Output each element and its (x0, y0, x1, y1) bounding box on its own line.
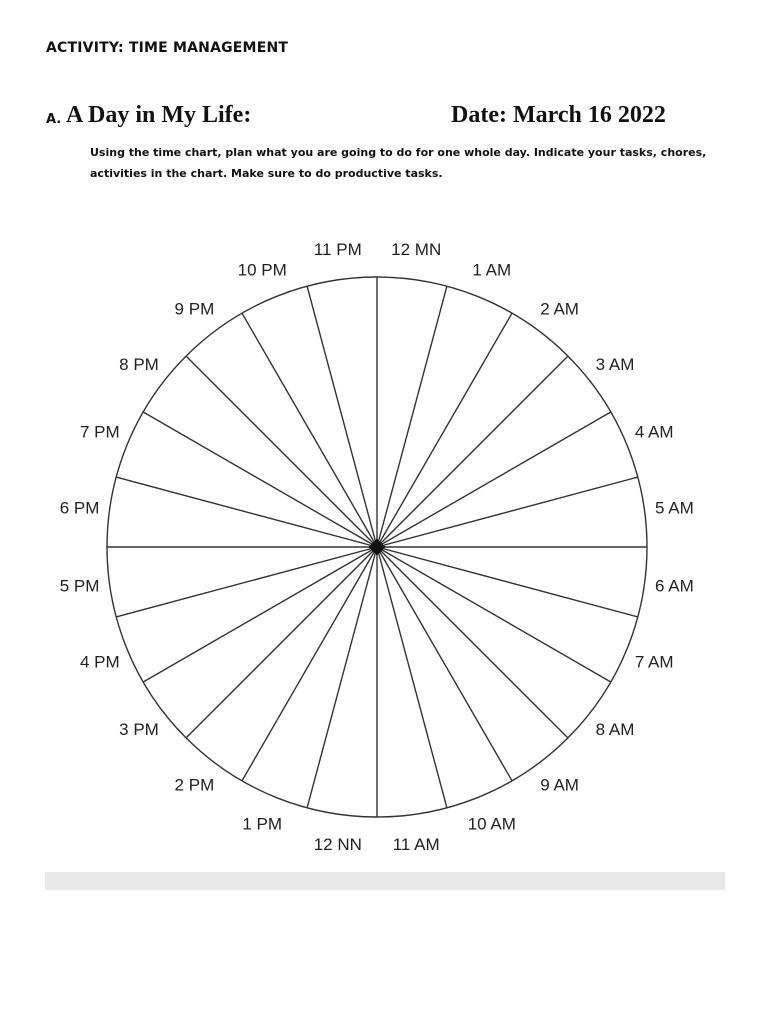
hour-label: 5 PM (59, 576, 100, 596)
hour-label: 2 AM (540, 299, 579, 319)
chart-spoke (116, 477, 377, 547)
hour-label: 11 AM (392, 834, 440, 854)
hour-label: 3 PM (119, 720, 159, 740)
hour-label: 3 AM (595, 354, 635, 374)
chart-spoke (377, 313, 512, 547)
hour-label: 10 PM (237, 260, 287, 280)
hour-label: 10 AM (467, 814, 516, 834)
hour-label: 1 AM (472, 260, 512, 280)
chart-spoke (116, 547, 377, 617)
hour-label: 8 AM (595, 720, 635, 740)
instructions: Using the time chart, plan what you are going to do for one whole day. Indicate your tasks, chores, activities in the chart. Make sure to do productive tasks. (90, 146, 707, 180)
chart-spoke (377, 356, 568, 547)
date-label: Date: March 16 2022 (451, 102, 666, 128)
chart-spoke (143, 412, 377, 547)
activity-title: ACTIVITY: TIME MANAGEMENT (46, 40, 289, 56)
section-letter: A. (46, 112, 62, 127)
chart-spoke (377, 547, 638, 617)
hour-label: 11 PM (313, 240, 362, 260)
chart-spoke (307, 286, 377, 547)
hour-label: 1 PM (242, 814, 283, 834)
hour-label: 9 PM (174, 299, 215, 319)
chart-spoke (377, 412, 611, 547)
chart-spoke (307, 547, 377, 808)
chart-spoke (242, 547, 377, 781)
section-title: A Day in My Life: (66, 102, 252, 128)
hour-label: 7 AM (634, 652, 674, 672)
chart-spoke (186, 356, 377, 547)
chart-spoke (377, 477, 638, 547)
hour-label: 6 PM (59, 498, 100, 518)
chart-spoke (377, 547, 512, 781)
hour-label: 7 PM (79, 422, 120, 442)
chart-spoke (377, 547, 568, 738)
hour-label: 8 PM (119, 354, 159, 374)
hour-label: 12 NN (313, 834, 362, 854)
chart-spoke (377, 547, 611, 682)
hour-label: 6 AM (655, 576, 694, 596)
footer-bar (45, 872, 725, 890)
chart-spoke (143, 547, 377, 682)
hour-label: 12 MN (391, 240, 442, 260)
chart-spoke (377, 286, 447, 547)
chart-spoke (242, 313, 377, 547)
hour-label: 4 PM (79, 652, 120, 672)
hour-label: 4 AM (634, 422, 674, 442)
hour-label: 2 PM (174, 775, 215, 795)
hour-label: 5 AM (655, 498, 694, 518)
chart-spoke (377, 547, 447, 808)
chart-spoke (186, 547, 377, 738)
hour-label: 9 AM (540, 775, 579, 795)
